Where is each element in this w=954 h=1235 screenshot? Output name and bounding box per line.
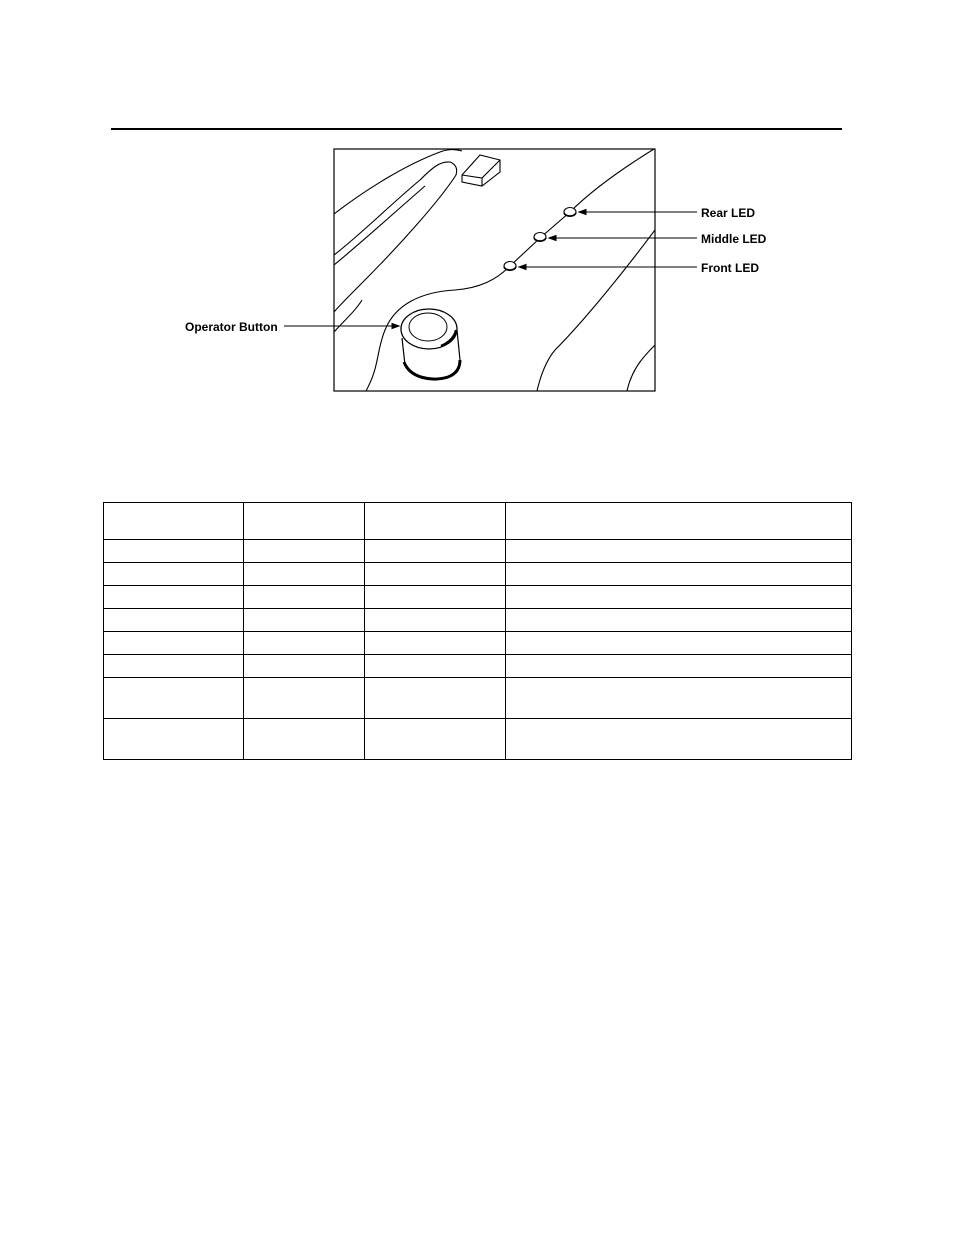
- device-illustration: [0, 0, 954, 420]
- table-row: [104, 563, 852, 586]
- table-cell: [365, 655, 506, 678]
- table-cell: [244, 719, 365, 760]
- table-cell: [506, 586, 852, 609]
- table-cell: [104, 632, 244, 655]
- table-cell: [104, 540, 244, 563]
- table-cell: [244, 609, 365, 632]
- operator-button-label: Operator Button: [185, 320, 278, 334]
- table-row: [104, 609, 852, 632]
- table-cell: [506, 719, 852, 760]
- table-cell: [104, 586, 244, 609]
- table-row: [104, 719, 852, 760]
- table-cell: [104, 609, 244, 632]
- table-cell: [104, 719, 244, 760]
- table-cell: [244, 586, 365, 609]
- table-row: [104, 678, 852, 719]
- table-cell: [506, 632, 852, 655]
- table-header-row: [104, 503, 852, 540]
- table-cell: [506, 563, 852, 586]
- table-cell: [506, 540, 852, 563]
- table-cell: [506, 503, 852, 540]
- table-cell: [506, 655, 852, 678]
- table-cell: [244, 655, 365, 678]
- table-cell: [506, 678, 852, 719]
- table-row: [104, 655, 852, 678]
- front-led-label: Front LED: [701, 261, 759, 275]
- table-cell: [365, 609, 506, 632]
- table-row: [104, 632, 852, 655]
- table-cell: [104, 655, 244, 678]
- table-cell: [244, 678, 365, 719]
- illustration-frame: [334, 149, 655, 391]
- table-cell: [244, 632, 365, 655]
- table-cell: [365, 586, 506, 609]
- table-cell: [365, 632, 506, 655]
- table-row: [104, 540, 852, 563]
- rear-led-label: Rear LED: [701, 206, 756, 220]
- table-cell: [104, 678, 244, 719]
- table-cell: [104, 503, 244, 540]
- table-cell: [244, 503, 365, 540]
- table-cell: [365, 540, 506, 563]
- operator-button-icon: [401, 309, 460, 379]
- table-cell: [104, 563, 244, 586]
- table-cell: [365, 563, 506, 586]
- table-cell: [506, 609, 852, 632]
- middle-led-label: Middle LED: [701, 232, 767, 246]
- table-row: [104, 586, 852, 609]
- led-status-table: [103, 502, 852, 760]
- table-cell: [365, 719, 506, 760]
- table-cell: [365, 678, 506, 719]
- table-cell: [244, 540, 365, 563]
- table-cell: [365, 503, 506, 540]
- table-cell: [244, 563, 365, 586]
